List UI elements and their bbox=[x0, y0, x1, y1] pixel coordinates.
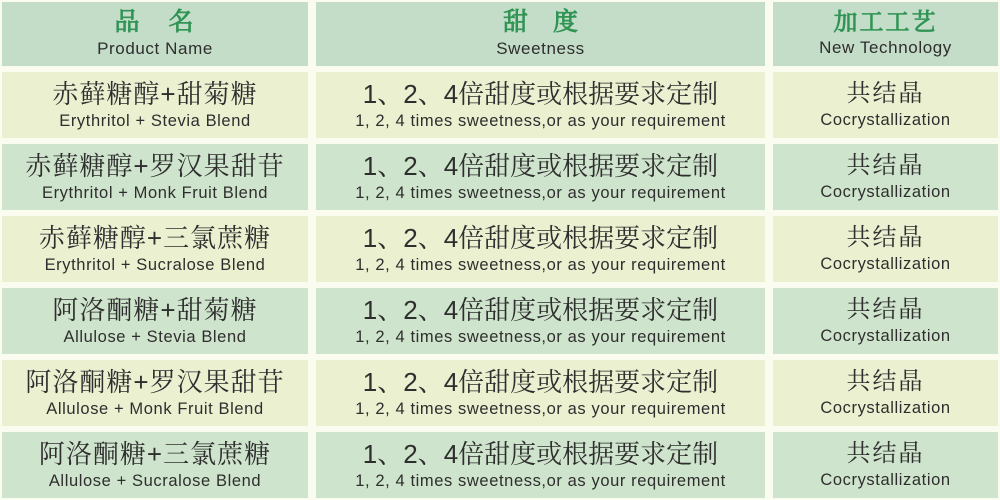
header-product-name-zh: 品 名 bbox=[114, 8, 196, 37]
header-sweetness-zh: 甜 度 bbox=[502, 8, 578, 37]
cell-sweetness bbox=[316, 360, 765, 426]
cell-technology bbox=[773, 360, 998, 426]
sweetness-en: 1, 2, 4 times sweetness,or as your requirement bbox=[355, 255, 726, 274]
product-name-zh: 阿洛酮糖+三氯蔗糖 bbox=[38, 439, 272, 470]
cell-sweetness bbox=[316, 216, 765, 282]
product-name-en: Erythritol + Monk Fruit Blend bbox=[41, 183, 269, 202]
product-name-zh: 赤藓糖醇+罗汉果甜苷 bbox=[25, 151, 285, 182]
product-name-en: Erythritol + Stevia Blend bbox=[59, 111, 251, 130]
cell-sweetness bbox=[316, 288, 765, 354]
product-name-zh: 阿洛酮糖+甜菊糖 bbox=[52, 295, 258, 326]
header-cell-sweetness bbox=[316, 2, 765, 66]
product-name-en: Allulose + Monk Fruit Blend bbox=[46, 399, 264, 418]
product-name-zh: 阿洛酮糖+罗汉果甜苷 bbox=[25, 367, 285, 398]
header-technology-zh: 加工工艺 bbox=[833, 8, 938, 36]
header-cell-technology bbox=[773, 2, 998, 66]
sweetness-en: 1, 2, 4 times sweetness,or as your requirement bbox=[355, 399, 726, 418]
sweetness-en: 1, 2, 4 times sweetness,or as your requirement bbox=[355, 471, 726, 490]
cell-product-name bbox=[2, 144, 308, 210]
sweetness-zh: 1、2、4倍甜度或根据要求定制 bbox=[362, 223, 719, 254]
cell-technology bbox=[773, 288, 998, 354]
sweetness-en: 1, 2, 4 times sweetness,or as your requirement bbox=[355, 327, 726, 346]
cell-technology bbox=[773, 144, 998, 210]
cell-product-name bbox=[2, 288, 308, 354]
technology-zh: 共结晶 bbox=[846, 440, 925, 468]
sweetness-en: 1, 2, 4 times sweetness,or as your requirement bbox=[355, 183, 726, 202]
header-cell-product-name bbox=[2, 2, 308, 66]
technology-zh: 共结晶 bbox=[846, 296, 925, 324]
cell-technology bbox=[773, 216, 998, 282]
technology-zh: 共结晶 bbox=[846, 224, 925, 252]
technology-zh: 共结晶 bbox=[846, 368, 925, 396]
product-name-en: Erythritol + Sucralose Blend bbox=[44, 255, 266, 274]
technology-en: Cocrystallization bbox=[820, 254, 951, 273]
product-name-en: Allulose + Sucralose Blend bbox=[48, 471, 262, 490]
cell-product-name bbox=[2, 360, 308, 426]
cell-product-name bbox=[2, 72, 308, 138]
sweetness-zh: 1、2、4倍甜度或根据要求定制 bbox=[362, 439, 719, 470]
header-technology-en: New Technology bbox=[819, 38, 952, 58]
technology-en: Cocrystallization bbox=[820, 326, 951, 345]
sweetness-en: 1, 2, 4 times sweetness,or as your requirement bbox=[355, 111, 726, 130]
cell-product-name bbox=[2, 432, 308, 498]
technology-en: Cocrystallization bbox=[820, 110, 951, 129]
header-product-name-en: Product Name bbox=[97, 38, 213, 58]
cell-technology bbox=[773, 432, 998, 498]
cell-sweetness bbox=[316, 432, 765, 498]
product-name-zh: 赤藓糖醇+甜菊糖 bbox=[52, 79, 258, 110]
technology-en: Cocrystallization bbox=[820, 182, 951, 201]
product-name-zh: 赤藓糖醇+三氯蔗糖 bbox=[38, 223, 272, 254]
cell-sweetness bbox=[316, 144, 765, 210]
cell-sweetness bbox=[316, 72, 765, 138]
cell-technology bbox=[773, 72, 998, 138]
technology-zh: 共结晶 bbox=[846, 152, 925, 180]
cell-product-name bbox=[2, 216, 308, 282]
technology-zh: 共结晶 bbox=[846, 80, 925, 108]
product-name-en: Allulose + Stevia Blend bbox=[63, 327, 247, 346]
sweetness-zh: 1、2、4倍甜度或根据要求定制 bbox=[362, 367, 719, 398]
header-sweetness-en: Sweetness bbox=[496, 38, 585, 58]
sweetness-zh: 1、2、4倍甜度或根据要求定制 bbox=[362, 295, 719, 326]
sweetness-zh: 1、2、4倍甜度或根据要求定制 bbox=[362, 79, 719, 110]
sweetness-zh: 1、2、4倍甜度或根据要求定制 bbox=[362, 151, 719, 182]
technology-en: Cocrystallization bbox=[820, 398, 951, 417]
technology-en: Cocrystallization bbox=[820, 470, 951, 489]
